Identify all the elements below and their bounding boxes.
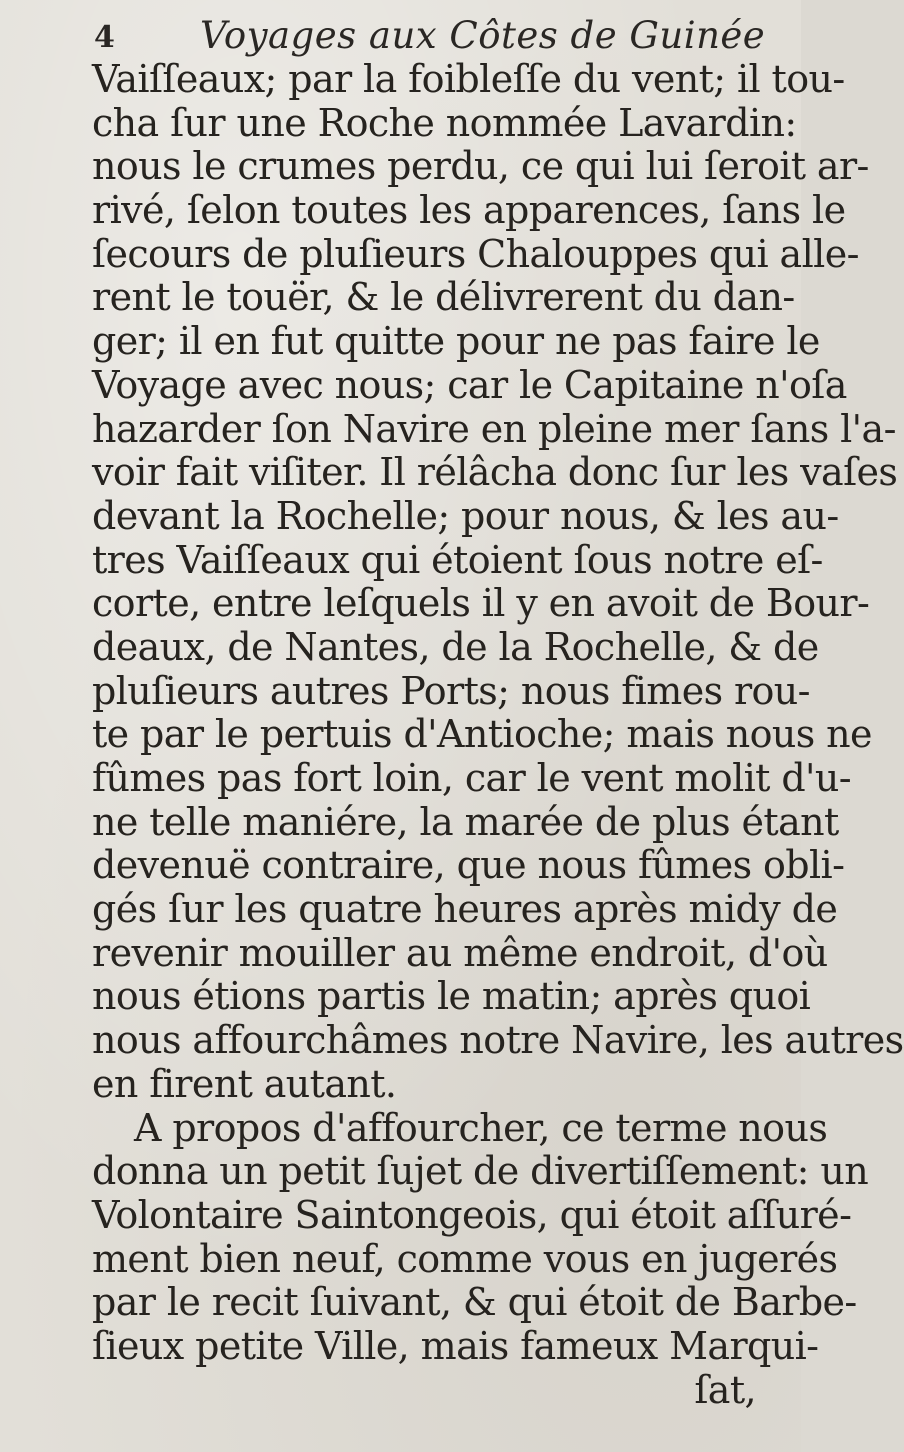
text-line: deaux, de Nantes, de la Rochelle, & de bbox=[92, 624, 819, 669]
text-line: donna un petit ſujet de divertiſſement: un bbox=[92, 1149, 869, 1194]
text-line: Vaiſſeaux; par la foibleſſe du vent; il tou- bbox=[92, 57, 845, 101]
text-line: fûmes pas fort loin, car le vent molit d'u- bbox=[92, 756, 852, 800]
catchword: ſat, bbox=[694, 1367, 756, 1412]
text-line: nous le crumes perdu, ce qui lui ſeroit ar- bbox=[92, 144, 869, 189]
text-line: en firent autant. bbox=[92, 1061, 397, 1106]
text-line: hazarder ſon Navire en pleine mer ſans l'a- bbox=[92, 406, 896, 451]
text-line: ger; il en fut quitte pour ne pas faire le bbox=[92, 319, 820, 364]
text-line: pluſieurs autres Ports; nous fimes rou- bbox=[92, 668, 810, 713]
text-line: devant la Rochelle; pour nous, & les au- bbox=[92, 493, 839, 538]
running-title: Voyages aux Côtes de Guinée bbox=[200, 14, 766, 57]
text-line: ne telle maniére, la marée de plus étant bbox=[92, 799, 839, 844]
text-line: rivé, ſelon toutes les apparences, ſans le bbox=[92, 188, 846, 233]
text-line: nous affourchâmes notre Navire, les autres bbox=[92, 1018, 904, 1063]
text-line: nous étions partis le matin; après quoi bbox=[92, 974, 811, 1019]
text-line: ment bien neuf, comme vous en jugerés bbox=[92, 1236, 838, 1281]
text-line: rent le touër, & le délivrerent du dan- bbox=[92, 275, 795, 320]
page-header bbox=[0, 8, 801, 60]
text-line: ſecours de pluſieurs Chalouppes qui alle- bbox=[92, 231, 859, 276]
text-line: corte, entre leſquels il y en avoit de Bour- bbox=[92, 581, 870, 626]
text-line: voir fait viſiter. Il rélâcha donc ſur les vaſes bbox=[92, 450, 898, 495]
text-line: tres Vaiſſeaux qui étoient ſous notre eſ- bbox=[92, 537, 823, 582]
paragraph-start-line: A propos d'affourcher, ce terme nous bbox=[134, 1105, 828, 1150]
text-line: cha ſur une Roche nommée Lavardin: bbox=[92, 100, 797, 145]
text-line: devenuë contraire, que nous fûmes obli- bbox=[92, 843, 845, 888]
text-line: Voyage avec nous; car le Capitaine n'oſa bbox=[92, 362, 847, 407]
text-line: Volontaire Saintongeois, qui étoit aſſuré- bbox=[92, 1192, 852, 1237]
text-line: revenir mouiller au même endroit, d'où bbox=[92, 930, 828, 975]
text-line: te par le pertuis d'Antioche; mais nous ne bbox=[92, 712, 872, 757]
text-line: gés ſur les quatre heures après midy de bbox=[92, 887, 838, 932]
text-line: ſieux petite Ville, mais fameux Marqui- bbox=[92, 1323, 819, 1368]
body-text bbox=[92, 57, 904, 1412]
page-number: 4 bbox=[94, 20, 115, 55]
text-line: par le recit ſuivant, & qui étoit de Barbe- bbox=[92, 1280, 857, 1325]
